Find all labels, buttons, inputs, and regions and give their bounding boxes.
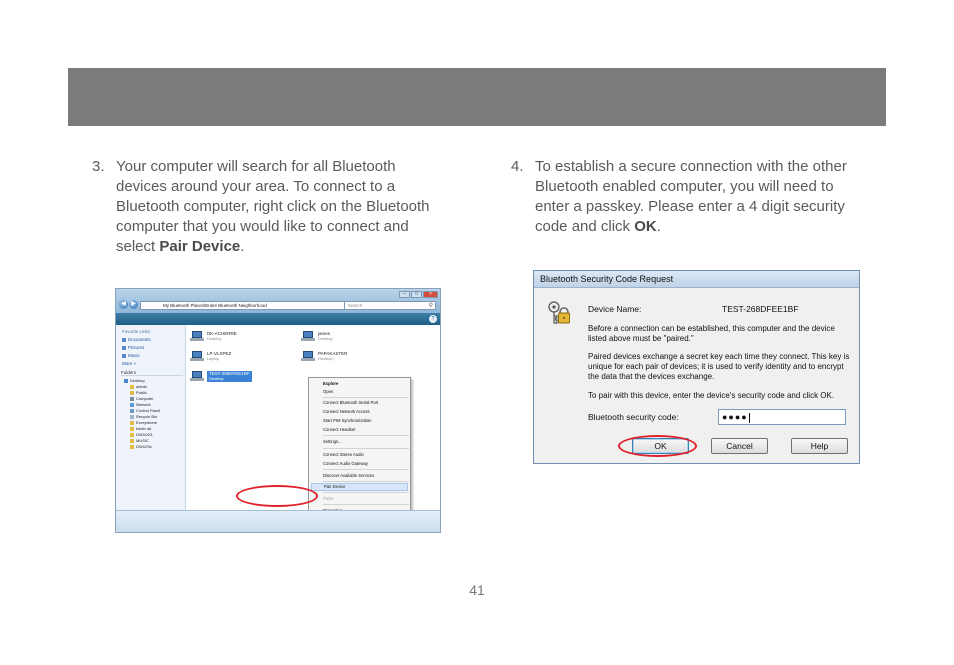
menu-item-network-access[interactable]: Connect Network Access [323,409,370,414]
menu-item-headset[interactable]: Connect Headset [323,427,356,432]
device-name-label: Device Name: [588,304,642,314]
step-4-number: 4. [511,158,524,175]
menu-item-pim-sync[interactable]: Start PIM Synchronization [323,418,372,423]
pair-device-highlight-ellipse [236,485,318,507]
tree-item[interactable]: Desktop [124,378,145,383]
tree-item[interactable]: DWU23v [130,444,152,449]
minimize-icon[interactable]: – [399,291,410,298]
menu-separator [323,481,409,482]
address-bar[interactable]: My Bluetooth Places\Entire Bluetooth Neighborhood [140,301,348,310]
device-item-selected[interactable]: TEST-268DFEE1BF Desktop [190,371,252,382]
device-item[interactable]: PAPAKASTER Desktop [301,351,347,362]
explorer-title-bar [116,289,440,313]
menu-separator [323,492,409,493]
dialog-paragraph-1: Before a connection can be established, this computer and the device listed above must be "paired." [588,324,835,343]
key-lock-icon [546,299,570,327]
menu-item-explore[interactable]: Explore [323,381,339,386]
sidebar-link-music[interactable]: Music [122,353,140,358]
cancel-button[interactable]: Cancel [711,438,768,454]
tree-item[interactable]: Control Panel [130,408,160,413]
folder-icon [130,445,134,449]
dialog-paragraph-3: To pair with this device, enter the device's security code and click OK. [588,391,835,400]
device-item[interactable]: LP-VLSPEZ Laptop [190,351,231,362]
ok-highlight-ellipse [618,435,697,457]
folder-icon [130,433,134,437]
pictures-icon [122,346,126,350]
search-input[interactable]: Search ⚲ [344,301,436,310]
menu-item-open[interactable]: Open [323,389,334,394]
laptop-icon [190,351,204,362]
device-item[interactable]: DK-ACHERRE Desktop [190,331,237,342]
menu-separator [323,397,409,398]
dialog-title: Bluetooth Security Code Request [534,271,859,288]
menu-separator [323,435,409,436]
explorer-details-pane [116,510,440,533]
sidebar-link-documents[interactable]: Documents [122,337,151,342]
computer-icon [130,397,134,401]
maximize-icon[interactable]: □ [411,291,422,298]
step-3 [92,157,432,257]
menu-item-audio-gateway[interactable]: Connect Audio Gateway [323,461,368,466]
menu-separator [323,469,409,470]
folder-icon [130,421,134,425]
folder-icon [130,391,134,395]
explorer-toolbar [116,313,440,325]
menu-separator [323,448,409,449]
menu-separator [323,504,409,505]
header-bar [68,68,886,126]
menu-item-settings[interactable]: Settings... [323,439,342,444]
navigation-pane [116,325,186,510]
tree-item[interactable]: DWU023- [130,432,154,437]
forward-arrow-icon[interactable]: ▶ [129,300,138,309]
security-code-label: Bluetooth security code: [588,412,679,422]
network-icon [130,403,134,407]
tree-item[interactable]: folder alt [130,426,151,431]
help-button[interactable]: Help [791,438,848,454]
bluetooth-security-dialog [533,270,860,464]
step-4-text: To establish a secure connection with the other Bluetooth enabled computer, you will need to enter a passkey. Please enter a 4 digit security code and click OK. [535,158,847,235]
tree-item[interactable]: Public [130,390,147,395]
computer-icon [190,371,204,382]
sidebar-link-pictures[interactable]: Pictures [122,345,144,350]
desktop-icon [124,379,128,383]
nav-buttons [119,300,138,309]
page-number: 41 [469,582,485,598]
tree-item[interactable]: admin [130,384,147,389]
menu-item-discover-services[interactable]: Discover Available Services [323,473,375,478]
context-menu [308,377,411,518]
step-4-bold: OK [634,218,657,235]
folder-icon [130,427,134,431]
computer-icon [301,331,315,342]
folder-icon [130,439,134,443]
device-name-value: TEST-268DFEE1BF [722,304,799,314]
step-3-text: Your computer will search for all Bluetooth devices around your area. To connect to a Bluetooth computer, right click on the Bluetooth computer that you would like to connect and select Pair Device. [116,158,430,255]
step-3-number: 3. [92,158,105,175]
favorite-links-heading: Favorite Links [122,329,151,334]
documents-icon [122,338,126,342]
ok-button[interactable]: OK [632,438,689,454]
menu-item-stereo-audio[interactable]: Connect Stereo Audio [323,452,364,457]
folder-icon [130,385,134,389]
step-4 [511,157,861,247]
device-item[interactable]: james Desktop [301,331,333,342]
computer-icon [190,331,204,342]
tree-item[interactable]: Everywhere [130,420,157,425]
recycle-bin-icon [130,415,134,419]
music-icon [122,354,126,358]
window-buttons [399,291,438,298]
sidebar-link-more[interactable]: More » [122,361,137,366]
menu-item-paste: Paste [323,496,334,501]
tree-item[interactable]: Recycle Bin [130,414,157,419]
close-icon[interactable]: × [423,291,438,298]
menu-item-serial-port[interactable]: Connect Bluetooth Serial Port [323,400,379,405]
search-icon: ⚲ [428,303,433,309]
menu-item-pair-device[interactable]: Pair Device [311,483,408,491]
back-arrow-icon[interactable]: ◀ [119,300,128,309]
dialog-paragraph-2: Paired devices exchange a secret key each time they connect. This key is unique for each pair of devices; it is used to verify identity and to encrypt the data that the devices exchange. [588,352,850,381]
text-caret [749,413,750,423]
tree-item[interactable]: Network [130,402,151,407]
folders-heading[interactable]: Folders [121,370,183,376]
device-list [187,325,441,510]
computer-icon [301,351,315,362]
tree-item[interactable]: Computer [130,396,154,401]
control-panel-icon [130,409,134,413]
tree-item[interactable]: MUSIC [130,438,149,443]
help-icon[interactable]: ? [429,315,437,323]
security-code-input[interactable]: ●●●● [718,409,846,425]
step-3-bold: Pair Device [159,238,241,255]
